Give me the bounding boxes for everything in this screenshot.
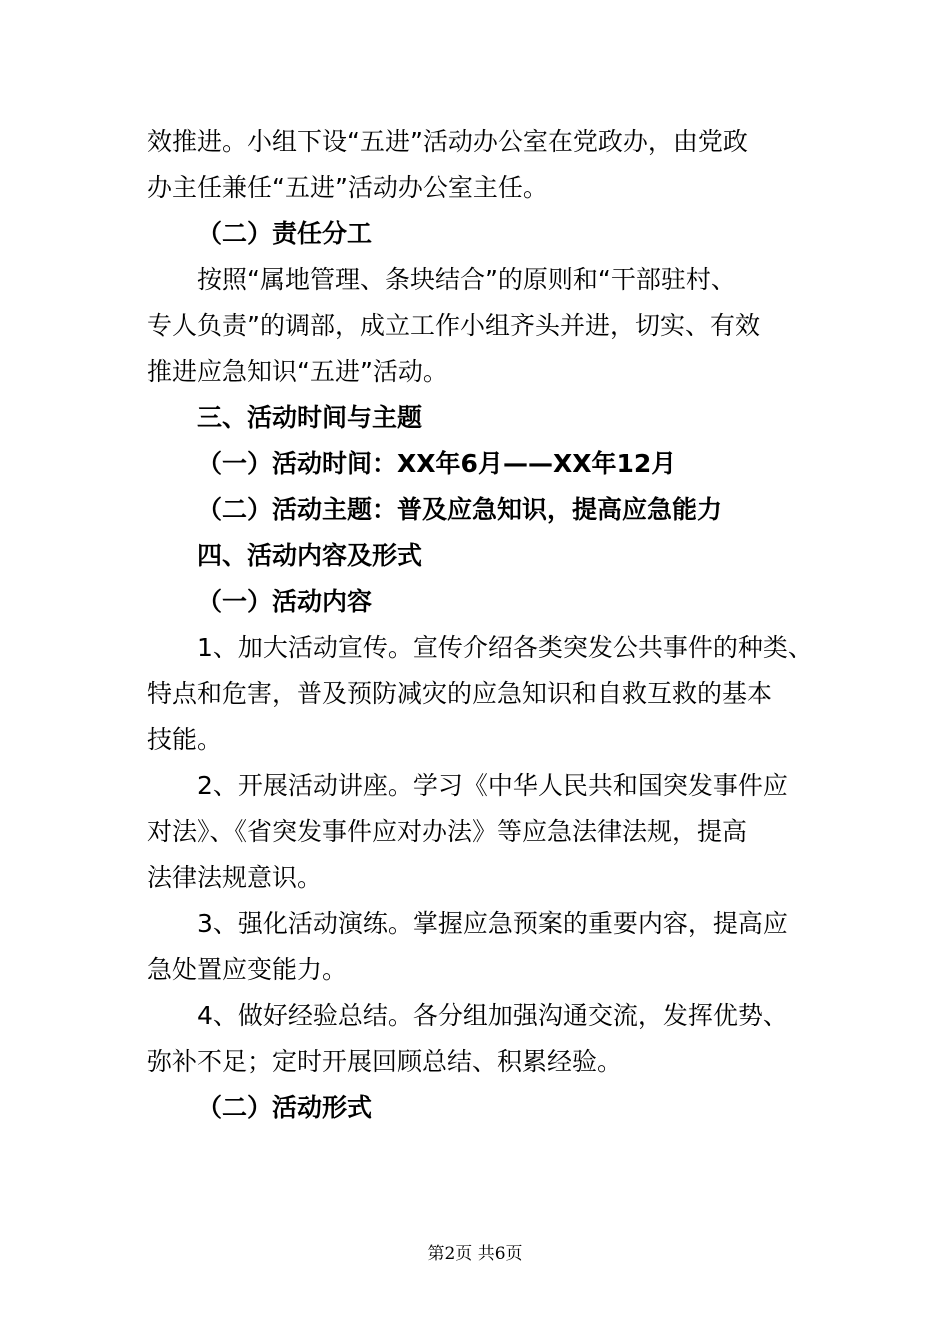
section-heading: 四、活动内容及形式 <box>197 541 423 570</box>
paragraph-line: 效推进。小组下设“五进”活动办公室在党政办，由党政 <box>147 127 748 156</box>
subsection-heading: （一）活动内容 <box>197 587 373 616</box>
subsection-heading: （二）活动形式 <box>197 1093 373 1122</box>
paragraph-line: 推进应急知识“五进”活动。 <box>147 357 448 386</box>
subsection-heading: （二）活动主题：普及应急知识，提高应急能力 <box>197 495 723 524</box>
subsection-heading: （一）活动时间：XX年6月——XX年12月 <box>197 449 677 478</box>
paragraph-line: 技能。 <box>147 725 223 754</box>
paragraph-line: 4、做好经验总结。各分组加强沟通交流，发挥优势、 <box>197 1001 788 1030</box>
paragraph-line: 3、强化活动演练。掌握应急预案的重要内容，提高应 <box>197 909 788 938</box>
paragraph-line: 按照“属地管理、条块结合”的原则和“干部驻村、 <box>197 265 736 294</box>
paragraph-line: 专人负责”的调部，成立工作小组齐头并进，切实、有效 <box>147 311 760 340</box>
paragraph-line: 1、加大活动宣传。宣传介绍各类突发公共事件的种类、 <box>197 633 813 662</box>
page-number-footer: 第2页 共6页 <box>427 1244 523 1264</box>
section-heading: 三、活动时间与主题 <box>197 403 423 432</box>
subsection-heading: （二）责任分工 <box>197 219 373 248</box>
paragraph-line: 办主任兼任“五进”活动办公室主任。 <box>147 173 548 202</box>
paragraph-line: 弥补不足；定时开展回顾总结、积累经验。 <box>147 1047 623 1076</box>
paragraph-line: 特点和危害，普及预防减灾的应急知识和自救互救的基本 <box>147 679 773 708</box>
paragraph-line: 2、开展活动讲座。学习《中华人民共和国突发事件应 <box>197 771 788 800</box>
paragraph-line: 急处置应变能力。 <box>147 955 348 984</box>
paragraph-line: 法律法规意识。 <box>147 863 323 892</box>
paragraph-line: 对法》、《省突发事件应对办法》等应急法律法规，提高 <box>147 817 748 846</box>
